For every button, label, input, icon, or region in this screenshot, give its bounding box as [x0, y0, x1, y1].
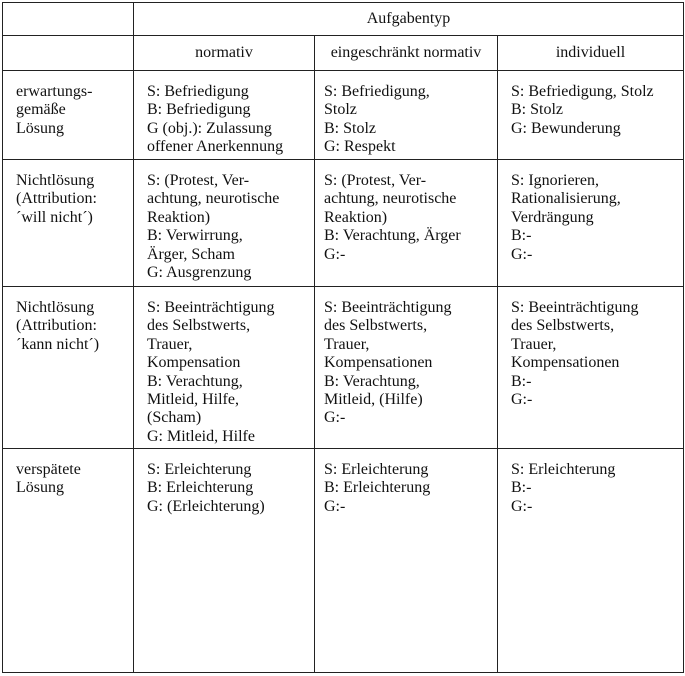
- cell-line: B: Verwirrung,: [147, 227, 243, 245]
- row-label: [3, 160, 134, 287]
- cell-line: Stolz: [324, 101, 357, 119]
- cell-line: G:-: [511, 497, 533, 515]
- header-row-group: [3, 3, 684, 36]
- cell-line: G: Respekt: [324, 138, 396, 156]
- cell-line: S: (Protest, Ver-: [324, 172, 427, 189]
- empty-corner-cell: [3, 36, 134, 71]
- cell-line: Trauer,: [147, 335, 193, 353]
- cell-line: S: Erleichterung: [147, 461, 252, 478]
- row-label: [3, 449, 134, 673]
- cell-line: G:-: [511, 245, 533, 263]
- cell-line: Nichtlösung: [16, 172, 95, 189]
- cell-line: G: Ausgrenzung: [147, 264, 252, 282]
- table-cell: [498, 287, 684, 449]
- cell-line: Reaktion): [324, 208, 388, 226]
- table-cell: [315, 71, 498, 160]
- column-header-normativ: normativ: [134, 36, 315, 71]
- cell-line: G: Bewunderung: [511, 119, 621, 137]
- table-cell: [134, 449, 315, 673]
- cell-line: S: Befriedigung,: [324, 83, 430, 100]
- column-header-eingeschraenkt: eingeschränkt normativ: [315, 36, 498, 71]
- table-cell: [134, 160, 315, 287]
- cell-line: B: Erleichterung: [147, 479, 254, 497]
- cell-line: B:-: [511, 479, 532, 497]
- cell-line: erwartungs-: [16, 83, 93, 100]
- cell-line: ´will nicht´): [16, 208, 93, 226]
- cell-line: Ärger, Scham: [147, 245, 235, 263]
- table-cell: [315, 449, 498, 673]
- cell-line: (Attribution:: [16, 190, 97, 208]
- cell-line: G: Mitleid, Hilfe: [147, 427, 255, 445]
- cell-line: B: Verachtung,: [147, 372, 243, 390]
- table-cell: [315, 160, 498, 287]
- cell-line: B: Befriedigung: [147, 101, 251, 119]
- cell-line: S: Befriedigung: [147, 83, 249, 100]
- cell-line: S: Beeinträchtigung: [147, 299, 275, 316]
- cell-line: Kompensationen: [511, 354, 620, 372]
- empty-corner-cell: [3, 3, 134, 36]
- cell-line: G: (Erleichterung): [147, 497, 265, 515]
- cell-line: G:-: [324, 409, 346, 427]
- cell-line: Kompensation: [147, 354, 241, 372]
- cell-line: Mitleid, (Hilfe): [324, 391, 423, 409]
- cell-line: (Attribution:: [16, 317, 97, 335]
- emotion-table: [2, 2, 684, 673]
- cell-line: des Selbstwerts,: [324, 317, 428, 335]
- table-row: [3, 71, 684, 160]
- cell-line: B: Erleichterung: [324, 479, 431, 497]
- cell-line: S: Erleichterung: [511, 461, 616, 478]
- cell-line: B:-: [511, 372, 532, 390]
- cell-line: G:-: [324, 245, 346, 263]
- cell-line: G:-: [511, 391, 533, 409]
- cell-line: Trauer,: [324, 335, 370, 353]
- cell-line: Lösung: [16, 479, 64, 497]
- cell-line: Reaktion): [147, 208, 211, 226]
- cell-line: offener Anerkennung: [147, 138, 284, 156]
- cell-line: G (obj.): Zulassung: [147, 119, 272, 137]
- group-title: Aufgabentyp: [134, 3, 684, 36]
- cell-line: des Selbstwerts,: [147, 317, 251, 335]
- cell-line: B: Stolz: [324, 119, 377, 137]
- cell-line: B:-: [511, 227, 532, 245]
- table-cell: [134, 287, 315, 449]
- cell-line: S: (Protest, Ver-: [147, 172, 250, 189]
- cell-line: des Selbstwerts,: [511, 317, 615, 335]
- cell-line: ´kann nicht´): [16, 335, 100, 353]
- row-label: [3, 71, 134, 160]
- column-header-individuell: individuell: [498, 36, 684, 71]
- table-cell: [498, 71, 684, 160]
- cell-line: achtung, neurotische: [324, 190, 457, 208]
- table-cell: [498, 160, 684, 287]
- cell-line: S: Befriedigung, Stolz: [511, 83, 654, 100]
- cell-line: achtung, neurotische: [147, 190, 280, 208]
- cell-line: Nichtlösung: [16, 299, 95, 316]
- cell-line: S: Beeinträchtigung: [324, 299, 452, 316]
- cell-line: S: Ignorieren,: [511, 172, 599, 189]
- table-row: [3, 449, 684, 673]
- cell-line: (Scham): [147, 409, 202, 427]
- cell-line: Rationalisierung,: [511, 190, 621, 208]
- table-cell: [315, 287, 498, 449]
- cell-line: G:-: [324, 497, 346, 515]
- cell-line: B: Stolz: [511, 101, 564, 119]
- table-cell: [498, 449, 684, 673]
- cell-line: Mitleid, Hilfe,: [147, 391, 239, 409]
- cell-line: Lösung: [16, 119, 64, 137]
- table-row: [3, 287, 684, 449]
- cell-line: verspätete: [16, 461, 81, 478]
- cell-line: gemäße: [16, 101, 66, 119]
- cell-line: S: Beeinträchtigung: [511, 299, 639, 316]
- cell-line: B: Verachtung,: [324, 372, 420, 390]
- cell-line: S: Erleichterung: [324, 461, 429, 478]
- cell-line: B: Verachtung, Ärger: [324, 227, 461, 245]
- cell-line: Kompensationen: [324, 354, 433, 372]
- header-row-columns: [3, 36, 684, 71]
- cell-line: Verdrängung: [511, 208, 594, 226]
- table-row: [3, 160, 684, 287]
- row-label: [3, 287, 134, 449]
- table-cell: [134, 71, 315, 160]
- cell-line: Trauer,: [511, 335, 557, 353]
